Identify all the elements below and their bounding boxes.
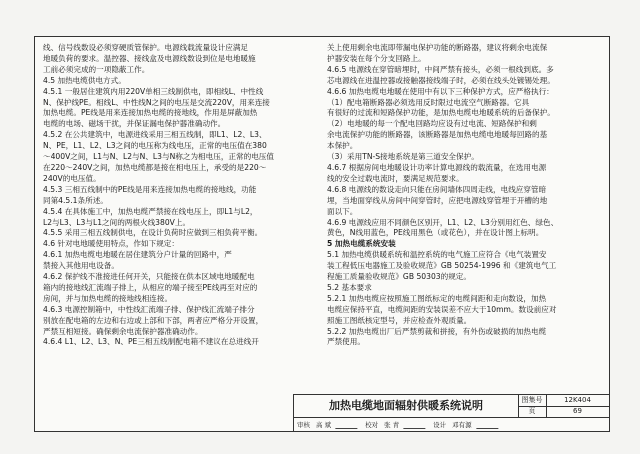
text-line: 芯电源线在进温控器或接触器接线端子时，必须在线头处镀锡处理。 bbox=[327, 75, 555, 85]
text-line: （3）采用TN-S接地系统是第三道安全保护。 bbox=[327, 152, 479, 162]
check-signature bbox=[403, 419, 429, 429]
page-label: 页 bbox=[518, 406, 547, 418]
text-line: 黄色，N线用蓝色，PE线用黑色（或花色），并在设计图上标明。 bbox=[327, 228, 544, 238]
text-line: 5.2.2 加热电缆出厂后严禁剪裁和拼接，有外伤或破损的加热电缆 bbox=[327, 326, 547, 336]
text-line: 禁接入其他用电设备。 bbox=[43, 261, 119, 271]
signature-row bbox=[294, 417, 609, 431]
text-line: 严禁使用。 bbox=[327, 337, 365, 347]
right-text-column bbox=[327, 43, 603, 348]
text-line: 4.6.3 电源控制箱中，中性线汇流端子排、保护线汇流端子排分 bbox=[43, 304, 255, 314]
text-line: 5.2.1 加热电缆应按照施工图纸标定的电缆间距和走向数设，加热 bbox=[327, 293, 547, 303]
check-label: 校对 bbox=[365, 420, 379, 429]
design-label: 设计 bbox=[433, 420, 447, 429]
text-line: 4.6 针对电地暖使用特点，作如下规定： bbox=[43, 239, 179, 249]
atlas-number-label: 图集号 bbox=[518, 395, 547, 407]
title-block bbox=[293, 394, 609, 431]
text-line: 电缆的电场、磁场干扰，并保证漏电保护器准确动作。 bbox=[43, 119, 226, 129]
text-line: 线的安全过载电流时，要满足规范要求。 bbox=[327, 173, 464, 183]
text-line: 加热电缆。PE线是用来连接加热电缆的接地线，作用是屏蔽加热 bbox=[43, 108, 258, 118]
text-line: 有很好的过流和短路保护功能，是加热电缆电地暖系统的后备保护。 bbox=[327, 108, 555, 118]
drawing-sheet bbox=[34, 36, 610, 432]
text-line: 程施工质量验收规范》GB 50303的规定。 bbox=[327, 272, 471, 282]
text-line: 4.5.3 三相五线制中的PE线是用来连接加热电缆的接地线，功能 bbox=[43, 184, 257, 194]
text-line: （2）电地暖的每一个配电回路均应设有过电流、短路保护和剩 bbox=[327, 119, 537, 129]
design-signature bbox=[476, 419, 502, 429]
text-line: 线、信号线数设必须穿硬质管保护。电源线载流量设计应满足 bbox=[43, 43, 249, 52]
text-line: 房间，并与加热电缆的接地线相连接。 bbox=[43, 293, 173, 303]
text-line: 5.1 加热电缆供暖系统和温控系统的电气施工应符合《电气装置安 bbox=[327, 250, 547, 260]
text-line: 工前必须完成的一项隐蔽工作。 bbox=[43, 64, 150, 74]
atlas-number: 12K404 bbox=[546, 395, 609, 407]
text-line: 4.5.2 在公共建筑中，电源进线采用三相五线制，即L1、L2、L3、 bbox=[43, 130, 267, 140]
text-line: 4.6.2 保护线不准接进任何开关，只能接在供本区域电地暖配电 bbox=[43, 272, 255, 282]
text-line: 5.2 基本要求 bbox=[327, 282, 372, 292]
check-name: 张 青 bbox=[384, 420, 400, 429]
text-line: 4.5.4 在具体施工中，加热电缆严禁接在线电压上，即L1与L2， bbox=[43, 206, 258, 216]
text-line: 电缆应保持平直，电缆间距的安装误差不应大于10mm。数设前应对 bbox=[327, 304, 557, 314]
text-line: 4.6.5 电源线在穿管暗埋时，中间严禁有接头，必须一根线到底。多 bbox=[327, 64, 554, 74]
text-line: 同第4.5.1条所述。 bbox=[43, 195, 108, 205]
text-line: 4.5.5 采用三相五线制供电，在设计负荷时应做到三相负荷平衡。 bbox=[43, 228, 263, 238]
text-line: 严禁互相短接。确保剩余电流保护器准确动作。 bbox=[43, 326, 203, 336]
text-line: 4.6.6 加热电缆电地暖在使用中有以下三种保护方式，应严格执行： bbox=[327, 86, 554, 96]
text-line: 4.6.8 电源线的数设走向只能在房间墙体四周走线，电线应穿管暗 bbox=[327, 184, 547, 194]
text-line: 4.5.1 一般居住建筑内用220V单相三线制供电，即相线L、中性线 bbox=[43, 86, 264, 96]
text-line: 4.5 加热电缆供电方式。 bbox=[43, 75, 126, 85]
text-line: 照施工图纸核定型号，并应检查外观质量。 bbox=[327, 315, 472, 325]
text-line: 余电流保护功能的断路器，该断路器是加热电缆电地暖每回路的基 bbox=[327, 130, 548, 140]
text-line: 在220～240V之间，加热电缆都是接在相电压上，承受的是220～ bbox=[43, 162, 267, 172]
text-line: 埋，当地面穿线从房间中间穿管时，应把电源线穿管埋于开槽的地 bbox=[327, 195, 548, 205]
text-line: 关上使用剩余电流即带漏电保护功能的断路器，建议将剩余电流保 bbox=[327, 43, 548, 52]
design-name: 邓有源 bbox=[452, 420, 472, 429]
text-line: 装工程低压电器施工及验收规范》GB 50254-1996 和《建筑电气工 bbox=[327, 261, 557, 271]
review-label: 审核 bbox=[297, 420, 310, 429]
text-line: 4.6.7 根据房间电地暖设计功率计算电源线的载流量，在选用电源 bbox=[327, 162, 547, 172]
left-text-column bbox=[43, 43, 311, 348]
review-signature bbox=[335, 419, 361, 429]
text-line: ～400V之间，L1与N、L2与N、L3与N称之为相电压，正常的电压值 bbox=[43, 152, 274, 162]
text-line: 4.6.1 加热电缆电地暖在居住建筑分户计量的回路中，严 bbox=[43, 250, 232, 260]
review-name: 高 斌 bbox=[316, 420, 332, 429]
text-line: 面以下。 bbox=[327, 206, 358, 216]
text-line: 4.6.9 电源线应用不同颜色区别开，L1、L2、L3分别用红色、绿色、 bbox=[327, 217, 559, 227]
section-heading: 5 加热电缆系统安装 bbox=[327, 239, 396, 249]
text-line: N、PE，L1、L2、L3之间的电压称为线电压，正常的电压值在380 bbox=[43, 141, 267, 151]
text-line: 本保护。 bbox=[327, 141, 358, 151]
text-line: 护器安装在每个分支回路上。 bbox=[327, 53, 426, 63]
text-line: 别放在配电箱的左边和右边或上部和下部，两者应严格分开设置， bbox=[43, 315, 264, 325]
text-line: 4.6.4 L1、L2、L3、N、PE三相五线制配电箱不建议在总进线开 bbox=[43, 337, 259, 347]
text-line: 240V的电压值。 bbox=[43, 173, 101, 183]
page-number: 69 bbox=[546, 406, 609, 418]
text-line: 箱内的接地线汇流端子排上，从相应的端子接至PE线再至对应的 bbox=[43, 282, 258, 292]
text-line: 地暖负荷的要求。温控器、接线盒及电源线数设到位是电地暖施 bbox=[43, 53, 256, 63]
text-line: （1）配电箱断路器必须选用反时限过电流空气断路器。它具 bbox=[327, 97, 530, 107]
text-line: N、保护线PE。相线L、中性线N之间的电压是交流220V，用来连接 bbox=[43, 97, 270, 107]
drawing-title: 加热电缆地面辐射供暖系统说明 bbox=[294, 395, 519, 418]
text-line: L2与L3、L3与L1之间的两根火线380V上。 bbox=[43, 217, 191, 227]
